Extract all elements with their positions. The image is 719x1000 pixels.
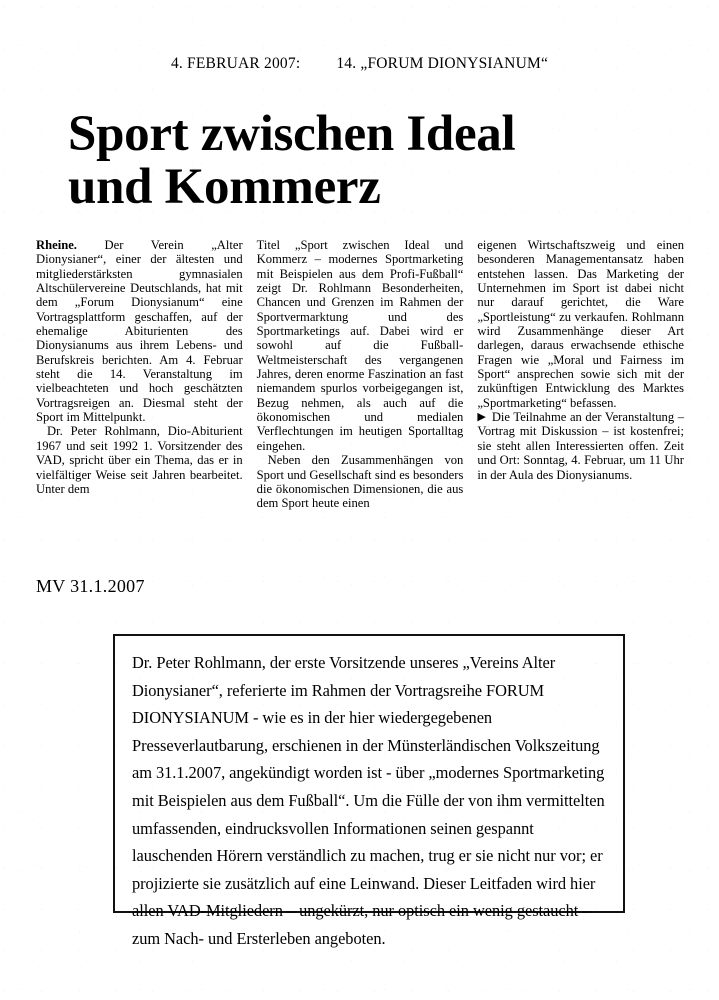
kicker-line [0, 55, 719, 73]
page-title [68, 108, 658, 214]
paragraph-text: eigenen Wirtschaftszweig und einen besonderen Managementansatz haben entstehen lassen. Das Marketing der Unternehmen im Sport ist dabei nicht nur darauf gerichtet, die Ware „Sportleistung“ zu verkaufen. Rohlmann wird Zusammenhänge dieser Art darlegen, daraus erwachsende ethische Fragen wie „Moral und Fairness im Sport“ ansprechen sowie sich mit der zukünftigen Entwicklung des Marktes „Sportmarketing“ befassen. [477, 238, 685, 410]
paragraph-text: Neben den Zusammenhängen von Sport und Gesellschaft sind es besonders die ökonomischen Dimensionen, die aus dem Sport heute einen [256, 453, 464, 511]
editorial-note-text: Dr. Peter Rohlmann, der erste Vorsitzende unseres „Vereins Alter Dionysianer“, referierte im Rahmen der Vortragsreihe FORUM DIONYSIANUM - wie es in der hier wiedergegebenen Presseverlautbarung, erschienen in der Münsterländischen Volkszeitung am 31.1.2007, angekündigt worden ist - über „modernes Sportmarketing mit Beispielen aus dem Fußball“. Um die Fülle der von ihm vermittelten umfassenden, eindrucksvollen Informationen seinen gespannt lauschenden Hörern verständlich zu machen, trug er sie nicht nur vor; er projizierte sie zusätzlich auf eine Leinwand. Dieser Leitfaden wird hier allen VAD-Mitgliedern – ungekürzt, nur optisch ein wenig gestaucht – zum Nach- und Ersterleben angeboten. [132, 653, 605, 948]
paragraph-text: Die Teilnahme an der Veranstaltung – Vortrag mit Diskussion – ist kostenfrei; sie steht allen Interessierten offen. Zeit und Ort: Sonntag, 4. Februar, um 11 Uhr in der Aula des Dionysianums. [477, 410, 685, 482]
article-column-2 [257, 238, 464, 588]
paragraph [477, 238, 684, 410]
headline-line-1: Sport zwischen Ideal [68, 106, 516, 163]
archive-stamp: MV 31.1.2007 [36, 576, 145, 596]
paragraph [477, 410, 684, 482]
headline-line-2: und Kommerz [68, 159, 381, 216]
kicker-event: 14. „FORUM DIONYSIANUM“ [336, 55, 549, 72]
paragraph [257, 238, 464, 453]
triangle-bullet-icon: ▶ [477, 411, 487, 424]
kicker-date: 4. FEBRUAR 2007: [170, 55, 301, 72]
paragraph [36, 424, 243, 496]
article-column-3 [477, 238, 684, 588]
paragraph-text: Der Verein „Alter Dionysianer“, einer der ältesten und mitgliederstärksten gymnasialen Altschülervereine Deutschlands, hat mit dem „Forum Dionysianum“ eine Vortragsplattform geschaffen, auf der ehemalige Abiturienten des Dionysianums aus ihrem Lebens- und Berufskreis berichten. Am 4. Februar steht die 14. Veranstaltung im vielbeachteten und hoch geschätzten Vortragsreigen an. Diesmal steht der Sport im Mittelpunkt. [36, 238, 243, 425]
paragraph [36, 238, 243, 424]
paragraph-text: Dr. Peter Rohlmann, Dio-Abiturient 1967 und seit 1992 1. Vorsitzender des VAD, spricht über ein Thema, das er in vielfältiger Weise seit Jahren bearbeitet. Unter dem [36, 424, 243, 496]
editorial-note-box [113, 634, 625, 948]
paragraph-text: Titel „Sport zwischen Ideal und Kommerz – modernes Sportmarketing mit Beispielen aus dem Profi-Fußball“ zeigt Dr. Rohlmann Besonderheiten, Chancen und Grenzen im Rahmen der Sportvermarktung und des Sportmarketings auf. Dabei wird er sowohl auf die Fußball-Weltmeisterschaft des vergangenen Jahres, deren enorme Faszination an fast niemandem spurlos vorbeigegangen ist, Bezug nehmen, als auch auf die ökonomischen und medialen Verflechtungen im heutigen Sportalltag eingehen. [256, 238, 464, 453]
article-column-1 [36, 238, 243, 588]
article-columns [36, 238, 684, 588]
paragraph [257, 453, 464, 510]
lead-city: Rheine. [36, 238, 77, 252]
